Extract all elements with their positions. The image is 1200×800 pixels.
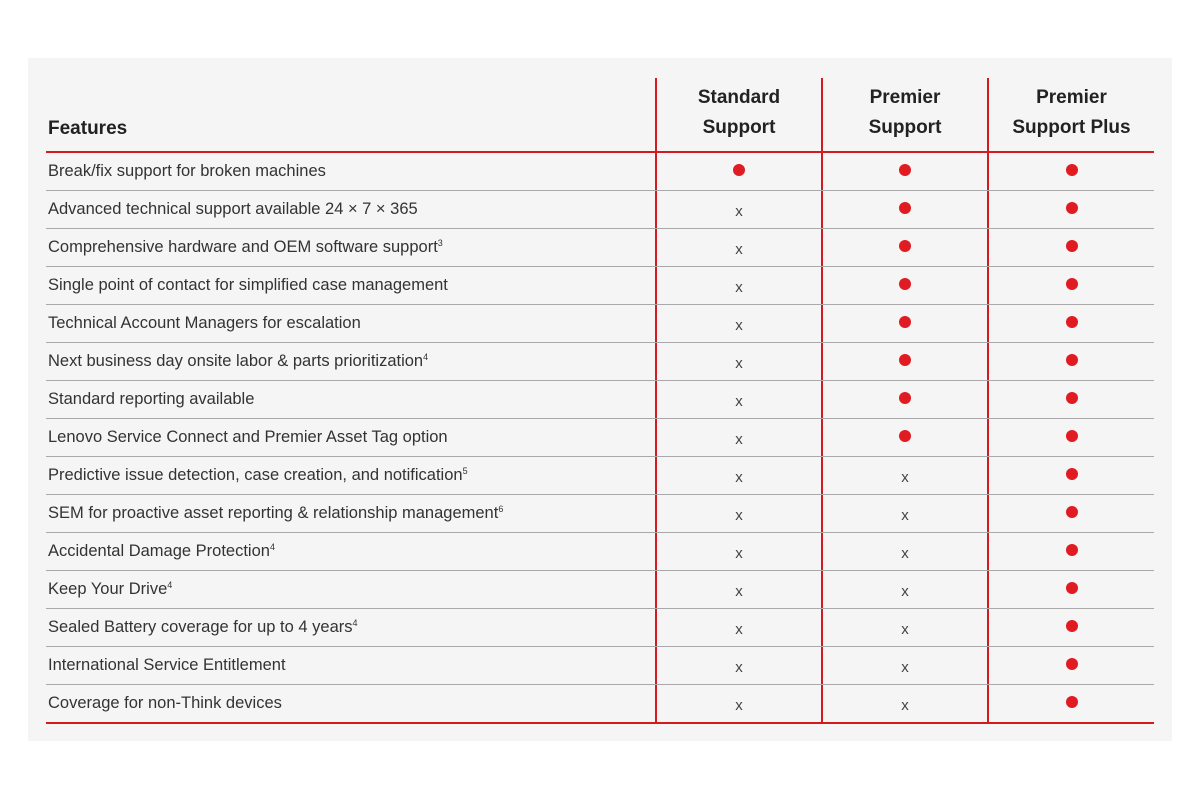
included-dot-icon [1066,240,1078,252]
excluded-x-icon: x [735,621,743,638]
feature-label: Comprehensive hardware and OEM software support$^3$ [48,238,443,256]
table-row [46,191,1154,229]
plan-cell [987,381,1154,418]
plan-cell [987,305,1154,342]
included-dot-icon [1066,278,1078,290]
excluded-x-icon: x [735,279,743,296]
plan-cell [821,305,987,342]
footnote-marker: 4 [167,580,173,590]
feature-label: Break/fix support for broken machines [48,162,326,180]
plan-cell [655,267,821,304]
plan-cell [821,571,987,608]
included-dot-icon [899,430,911,442]
included-dot-icon [1066,164,1078,176]
excluded-x-icon: x [735,507,743,524]
premier-support-plus-header: Premier Support Plus [987,78,1154,151]
feature-label: Coverage for non-Think devices [48,694,282,712]
plan-cell [821,457,987,494]
plan-cell [987,533,1154,570]
footnote-marker: 4 [269,542,275,552]
plan-cell [821,495,987,532]
feature-label: International Service Entitlement [48,656,286,674]
plan-cell [655,419,821,456]
included-dot-icon [1066,582,1078,594]
table-row [46,381,1154,419]
plan-cell [821,153,987,190]
plan-cell [655,495,821,532]
plan-cell [655,343,821,380]
plan-cell [655,533,821,570]
excluded-x-icon: x [735,583,743,600]
table-row [46,419,1154,457]
feature-label: Next business day onsite labor & parts prioritization$^4$ [48,352,429,370]
plan-cell [655,571,821,608]
feature-label: Advanced technical support available 24 × 7 × 365 [48,200,418,218]
plan-cell [987,495,1154,532]
excluded-x-icon: x [901,697,909,714]
plan-cell [655,229,821,266]
included-dot-icon [1066,696,1078,708]
footnote-marker: 4 [352,618,358,628]
included-dot-icon [899,202,911,214]
excluded-x-icon: x [901,469,909,486]
table-row [46,229,1154,267]
excluded-x-icon: x [735,355,743,372]
excluded-x-icon: x [901,545,909,562]
table-row [46,685,1154,724]
table-row [46,495,1154,533]
excluded-x-icon: x [735,431,743,448]
feature-label: Accidental Damage Protection$^4$ [48,542,275,560]
features-header: Features [48,118,128,139]
plan-cell [821,381,987,418]
table-row [46,571,1154,609]
plan-cell [987,685,1154,722]
standard-support-header: Standard Support [655,78,821,151]
plan-cell [987,191,1154,228]
included-dot-icon [1066,468,1078,480]
included-dot-icon [1066,430,1078,442]
excluded-x-icon: x [735,317,743,334]
included-dot-icon [1066,620,1078,632]
plan-cell [655,609,821,646]
plan-cell [987,153,1154,190]
plan-cell [987,267,1154,304]
excluded-x-icon: x [735,241,743,258]
plan-cell [987,457,1154,494]
table-body [46,153,1154,724]
feature-label: Technical Account Managers for escalation [48,314,361,332]
premier-support-header: Premier Support [821,78,987,151]
plan-cell [821,609,987,646]
included-dot-icon [899,316,911,328]
table-row [46,267,1154,305]
included-dot-icon [1066,202,1078,214]
feature-label: Keep Your Drive$^4$ [48,580,173,598]
table-row [46,457,1154,495]
footnote-marker: 3 [437,238,443,248]
excluded-x-icon: x [735,697,743,714]
plan-cell [821,191,987,228]
footnote-marker: 6 [498,504,504,514]
included-dot-icon [733,164,745,176]
plan-cell [655,191,821,228]
feature-label: Sealed Battery coverage for up to 4 years$^4$ [48,618,358,636]
plan-cell [655,647,821,684]
excluded-x-icon: x [735,203,743,220]
table-row [46,343,1154,381]
excluded-x-icon: x [901,583,909,600]
excluded-x-icon: x [735,393,743,410]
plan-cell [655,381,821,418]
plan-cell [655,685,821,722]
plan-cell [655,457,821,494]
included-dot-icon [899,354,911,366]
included-dot-icon [1066,392,1078,404]
plan-cell [987,419,1154,456]
table-row [46,609,1154,647]
included-dot-icon [1066,544,1078,556]
included-dot-icon [899,392,911,404]
plan-cell [987,647,1154,684]
footnote-marker: 5 [462,466,468,476]
table-row [46,305,1154,343]
plan-cell [987,343,1154,380]
plan-cell [987,609,1154,646]
table-row [46,647,1154,685]
plan-cell [821,229,987,266]
included-dot-icon [899,240,911,252]
plan-cell [821,647,987,684]
plan-cell [821,419,987,456]
included-dot-icon [1066,354,1078,366]
included-dot-icon [1066,658,1078,670]
excluded-x-icon: x [901,621,909,638]
feature-label: Single point of contact for simplified case management [48,276,448,294]
table-header [46,78,1154,153]
footnote-marker: 4 [423,352,429,362]
excluded-x-icon: x [735,545,743,562]
excluded-x-icon: x [901,659,909,676]
included-dot-icon [1066,316,1078,328]
included-dot-icon [1066,506,1078,518]
feature-label: Lenovo Service Connect and Premier Asset Tag option [48,428,448,446]
feature-label: Predictive issue detection, case creation, and notification$^5$ [48,466,468,484]
feature-label: Standard reporting available [48,390,255,408]
included-dot-icon [899,164,911,176]
table-row [46,153,1154,191]
support-comparison-table [46,78,1154,724]
plan-cell [821,533,987,570]
plan-cell [655,305,821,342]
plan-cell [987,229,1154,266]
plan-cell [655,153,821,190]
excluded-x-icon: x [735,469,743,486]
included-dot-icon [899,278,911,290]
excluded-x-icon: x [735,659,743,676]
plan-cell [821,267,987,304]
feature-label: SEM for proactive asset reporting & relationship management$^6$ [48,504,504,522]
excluded-x-icon: x [901,507,909,524]
plan-cell [821,343,987,380]
plan-cell [987,571,1154,608]
table-row [46,533,1154,571]
plan-cell [821,685,987,722]
